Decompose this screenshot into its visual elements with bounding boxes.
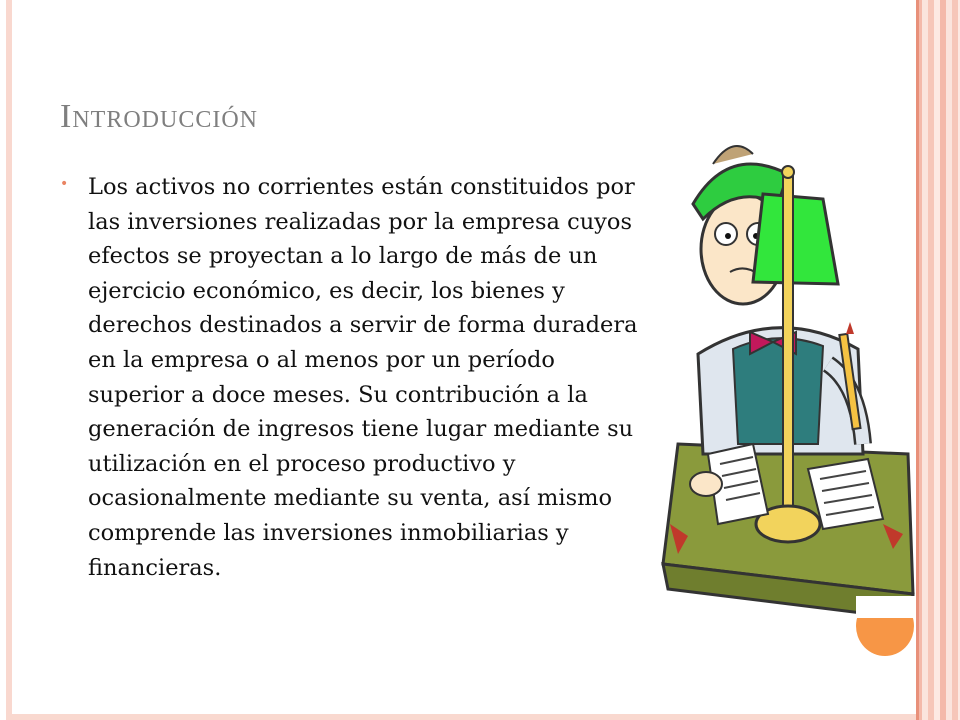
bullet-text: Los activos no corrientes están constituidos por las inversiones realizadas por la empresa cuyos efectos se proyectan a lo largo de más de un ejercicio económico, es decir, los bienes y derechos destinados a servir de forma duradera en la empresa o al menos por un período superior a doce meses. Su contribución a la generación de ingresos tiene lugar mediante su utilización en el proceso productivo y ocasionalmente mediante su venta, así mismo comprende las inversiones inmobiliarias y financieras. [88, 174, 638, 581]
bullet-item [54, 170, 654, 585]
bullet-icon: • [60, 176, 69, 192]
slide-title: Introducción [60, 98, 258, 135]
frame-bottom-border [6, 714, 918, 720]
lamp-pole [783, 174, 793, 514]
decorative-stripe-band [916, 0, 960, 720]
accent-circle-mask [856, 596, 916, 618]
clerk-writing-at-desk-icon [658, 124, 918, 624]
clerk-hand-left [690, 472, 722, 496]
lamp-shade [753, 194, 838, 284]
bullet-list [54, 170, 654, 585]
frame-left-border [6, 0, 12, 720]
clerk-vest [733, 338, 823, 444]
